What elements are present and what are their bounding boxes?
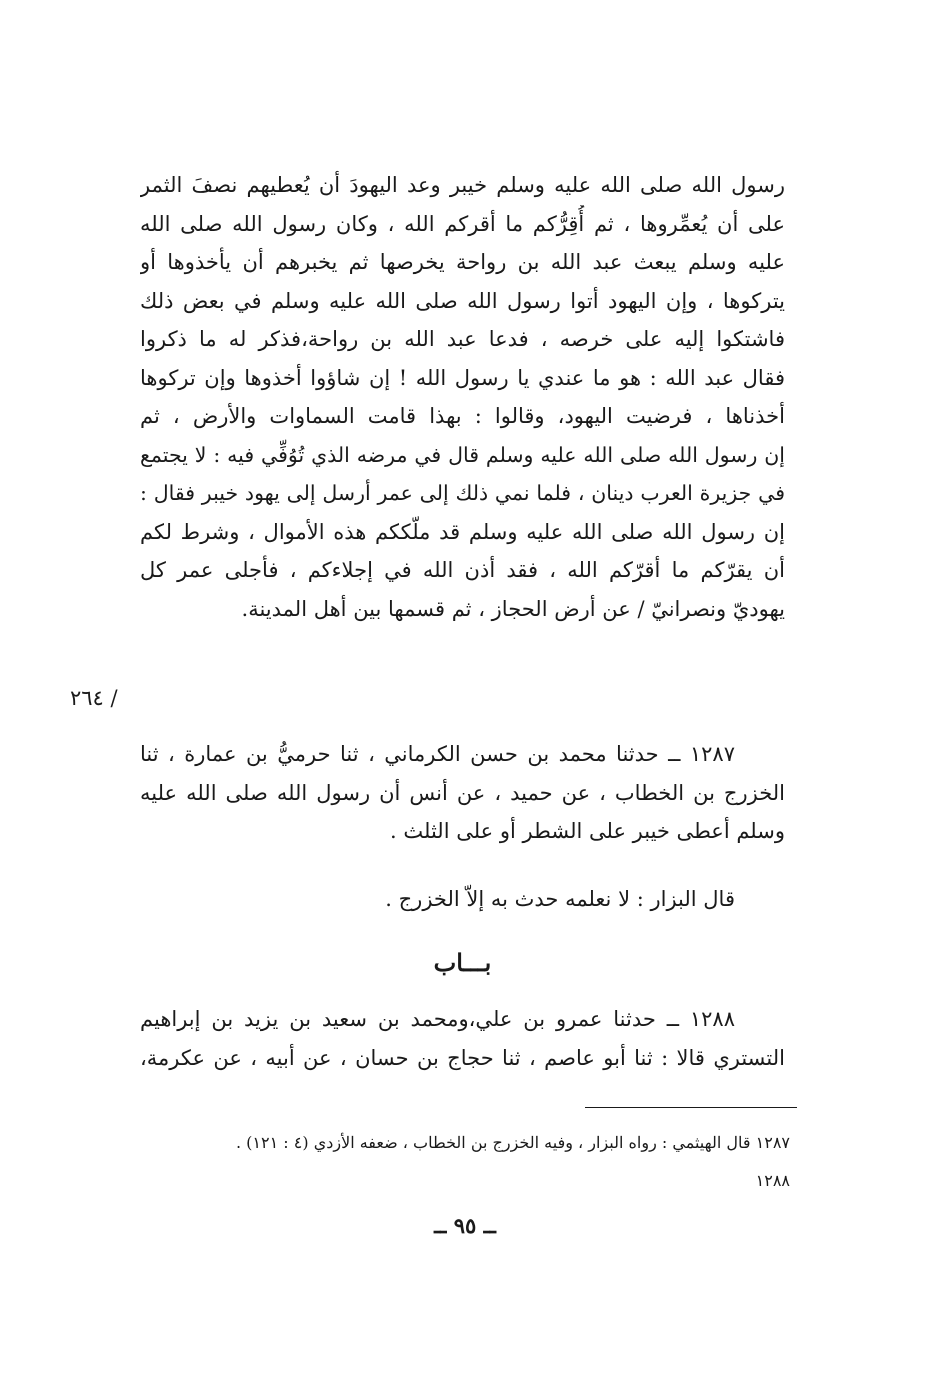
text-line: فاشتكوا إليه على خرصه ، فدعا عبد الله بن رواحة،فذكر له ما ذكروا xyxy=(140,327,785,351)
footnote-divider xyxy=(585,1107,797,1108)
text-line: عليه وسلم يبعث عبد الله بن رواحة يخرصها ثم يخبرهم أن يأخذوها أو xyxy=(140,250,785,274)
text-line: فقال عبد الله : هو ما عندي يا رسول الله ! إن شاؤوا أخذوها وإن تركوها xyxy=(140,365,785,390)
main-paragraph xyxy=(140,166,785,628)
text-line: أن يقرّكم ما أقرّكم الله ، فقد أذن الله في إجلاءكم ، فأجلى عمر كل xyxy=(140,558,785,582)
text-line: رسول الله صلى الله عليه وسلم خيبر وعد اليهودَ أن يُعطيهم نصفَ الثمر xyxy=(140,173,785,197)
text-line: يتركوها ، وإن اليهود أتوا رسول الله صلى الله عليه وسلم في بعض ذلك xyxy=(140,288,785,313)
hadith-1287 xyxy=(140,735,785,851)
section-heading: بـــاب xyxy=(433,948,492,977)
text-line: ١٢٨٧ ــ حدثنا محمد بن حسن الكرماني ، ثنا حرميُّ بن عمارة ، ثنا xyxy=(140,742,735,766)
text-line: إن رسول الله صلى الله عليه وسلم قد ملّككم هذه الأموال ، وشرط لكم xyxy=(140,519,785,544)
bazzar-note xyxy=(140,880,785,919)
footnote-1287: ١٢٨٧ قال الهيثمي : رواه البزار ، وفيه الخزرج بن الخطاب ، ضعفه الأزدي (٤ : ١٢١) . xyxy=(236,1133,790,1152)
text-line: الخزرج بن الخطاب ، عن حميد ، عن أنس أن رسول الله صلى الله عليه xyxy=(140,780,785,805)
text-line: وسلم أعطى خيبر على الشطر أو على الثلث . xyxy=(390,819,785,843)
footnotes xyxy=(140,1124,790,1200)
text-line: قال البزار : لا نعلمه حدث به إلاّ الخزرج . xyxy=(385,887,735,911)
text-line: التستري قالا : ثنا أبو عاصم ، ثنا حجاج بن حسان ، عن أبيه ، عن عكرمة، xyxy=(140,1045,785,1070)
text-line: إن رسول الله صلى الله عليه وسلم قال في مرضه الذي تُوُفِّي فيه : لا يجتمع xyxy=(140,442,785,467)
text-line: في جزيرة العرب دينان ، فلما نمي ذلك إلى عمر أرسل إلى يهود خيبر فقال : xyxy=(140,481,785,505)
page-number: ــ ٩٥ ــ xyxy=(434,1213,496,1238)
text-line: أخذناها ، فرضيت اليهود، وقالوا : بهذا قامت السماوات والأرض ، ثم xyxy=(140,404,785,428)
footnote-1288: ١٢٨٨ xyxy=(755,1171,790,1190)
hadith-1288 xyxy=(140,1000,785,1077)
text-line: يهوديّ ونصرانيّ / عن أرض الحجاز ، ثم قسمها بين أهل المدينة. xyxy=(241,596,785,621)
volume-page-marker: / ٢٦٤ xyxy=(70,686,118,710)
text-line: ١٢٨٨ ــ حدثنا عمرو بن علي،ومحمد بن سعيد بن يزيد بن إبراهيم xyxy=(140,1007,735,1031)
text-line: على أن يُعمِّروها ، ثم أُقِرُّكم ما أقركم الله ، وكان رسول الله صلى الله xyxy=(140,211,785,236)
